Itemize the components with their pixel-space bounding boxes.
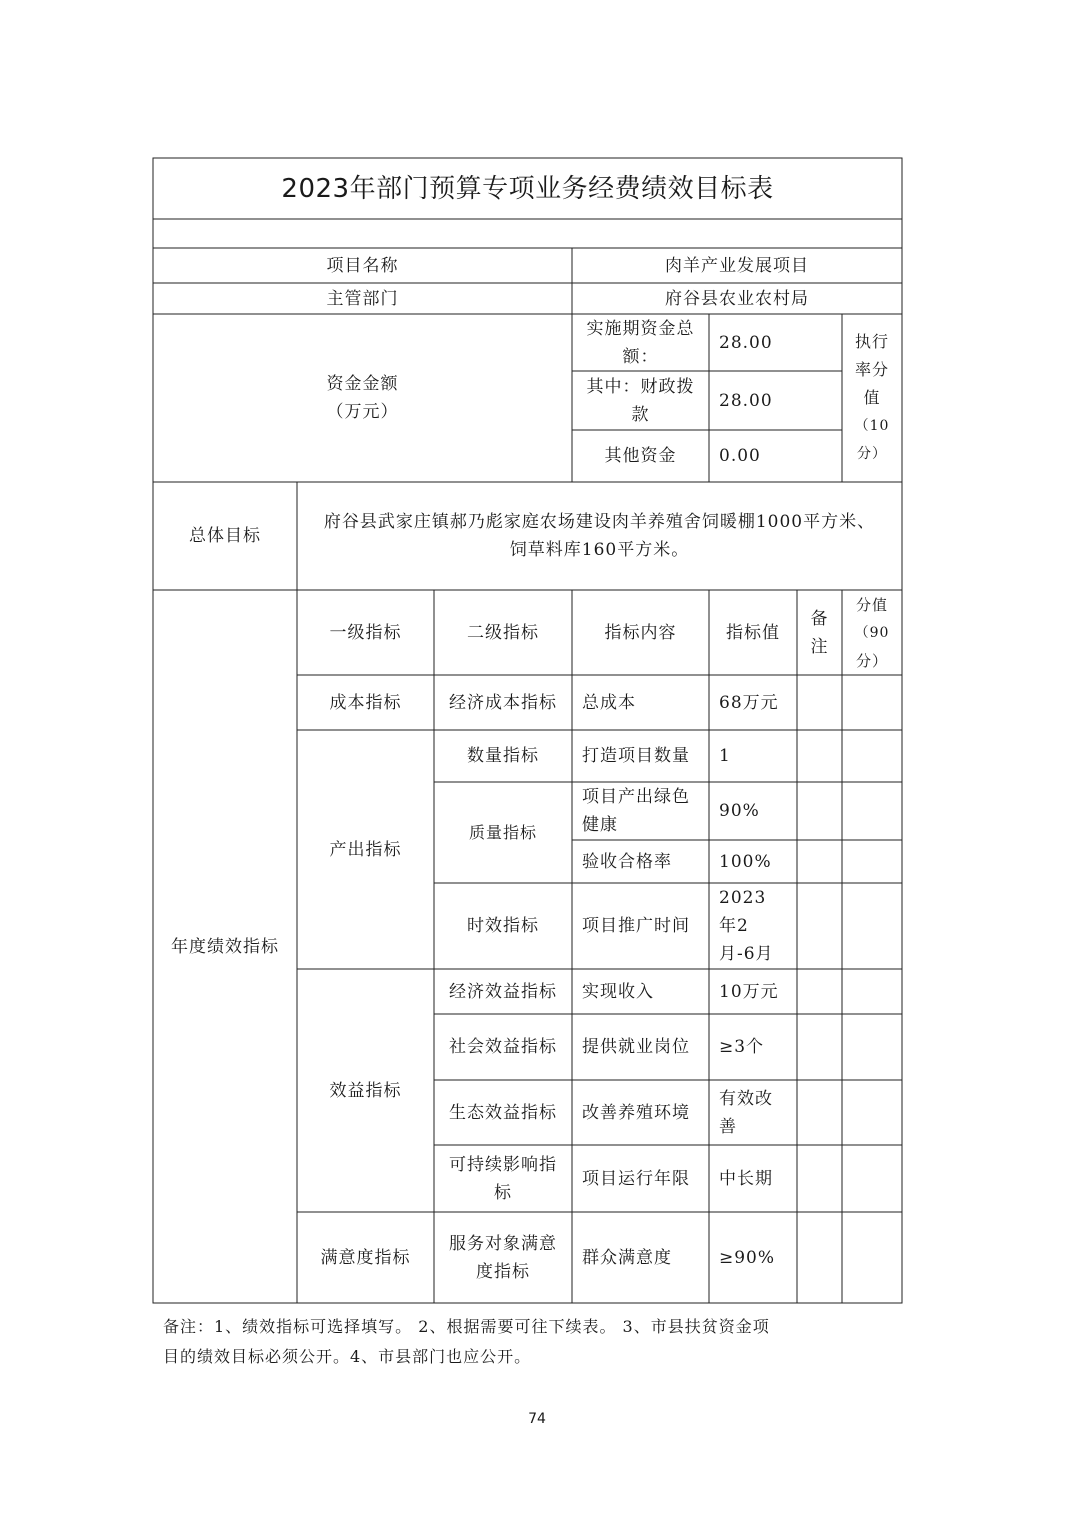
value-service: ≥90% — [719, 1247, 776, 1268]
goal-label: 总体目标 — [189, 526, 261, 546]
value-social: ≥3个 — [719, 1037, 765, 1057]
content-timely: 项目推广时间 — [582, 916, 690, 936]
header-value: 指标值 — [726, 622, 780, 643]
header-score — [842, 590, 902, 675]
funds-score-line4: （10 — [854, 418, 890, 434]
value-econ-benefit: 10万元 — [719, 981, 779, 1002]
table-title: 2023年部门预算专项业务经费绩效目标表 — [281, 173, 774, 204]
header-level1: 一级指标 — [329, 622, 402, 643]
content-quantity: 打造项目数量 — [582, 746, 690, 766]
funds-other-value: 0.00 — [719, 446, 761, 466]
content-quality-1: 项目产出绿色健康 — [582, 787, 690, 835]
content-quality-2: 验收合格率 — [582, 851, 672, 872]
content-service: 群众满意度 — [582, 1247, 672, 1268]
value-eco: 有效改善 — [719, 1088, 773, 1137]
level2-timely: 时效指标 — [467, 916, 539, 936]
level1-satisfaction: 满意度指标 — [320, 1247, 411, 1268]
content-social: 提供就业岗位 — [582, 1037, 690, 1057]
dept-label: 主管部门 — [326, 288, 399, 309]
content-econ-benefit: 实现收入 — [582, 981, 654, 1002]
header-remark: 备注 — [810, 608, 829, 657]
funds-label-line2: （万元） — [326, 402, 399, 422]
level2-quality: 质量指标 — [468, 822, 537, 842]
value-sustain: 中长期 — [719, 1168, 773, 1189]
value-total-cost: 68万元 — [719, 692, 779, 713]
goal-value: 府谷县武家庄镇郝乃彪家庭农场建设肉羊养殖舍饲暖棚1000平方米、饲草料库160平方米。 — [323, 512, 876, 560]
funds-label — [153, 314, 572, 482]
content-sustain: 项目运行年限 — [582, 1168, 690, 1189]
value-quantity: 1 — [719, 746, 731, 766]
header-score-line2: （90 — [854, 624, 890, 641]
header-level2: 二级指标 — [467, 622, 539, 643]
header-score-line3: 分） — [855, 651, 888, 670]
header-score-line1: 分值 — [855, 595, 888, 614]
funds-label-line1: 资金金额 — [326, 374, 399, 394]
level1-output: 产出指标 — [329, 839, 402, 860]
level2-quantity: 数量指标 — [467, 746, 539, 766]
value-quality-1: 90% — [719, 801, 760, 821]
level2-econ-benefit: 经济效益指标 — [449, 981, 557, 1002]
funds-score-line2: 率分 — [854, 360, 889, 379]
funds-other-label: 其他资金 — [604, 446, 677, 466]
footnote — [163, 1312, 923, 1372]
funds-total-label: 实施期资金总额： — [586, 318, 695, 367]
level2-econ-cost: 经济成本指标 — [449, 692, 557, 713]
funds-fiscal-label: 其中：财政拨款 — [586, 376, 695, 425]
value-quality-2: 100% — [719, 851, 772, 872]
content-total-cost: 总成本 — [582, 692, 636, 713]
funds-total-value: 28.00 — [719, 332, 773, 353]
annual-label: 年度绩效指标 — [171, 936, 279, 957]
content-eco: 改善养殖环境 — [582, 1102, 690, 1123]
page-number: 74 — [528, 1411, 546, 1427]
level2-service: 服务对象满意度指标 — [449, 1233, 557, 1282]
level2-eco: 生态效益指标 — [449, 1102, 557, 1123]
footnote-line1: 备注：1、绩效指标可选择填写。 2、根据需要可往下续表。 3、市县扶贫资金项 — [163, 1317, 770, 1336]
level2-sustain: 可持续影响指标 — [449, 1154, 557, 1203]
header-content: 指标内容 — [604, 622, 677, 643]
funds-score-line3: 值 — [863, 388, 881, 407]
funds-score-line1: 执行 — [854, 332, 889, 351]
funds-score-label — [842, 314, 902, 482]
value-timely: 2023年2月-6月 — [719, 888, 774, 964]
level1-benefit: 效益指标 — [329, 1080, 402, 1101]
project-name-label: 项目名称 — [326, 255, 399, 276]
funds-score-line5: 分） — [857, 446, 887, 462]
level1-cost: 成本指标 — [329, 692, 402, 713]
funds-fiscal-value: 28.00 — [719, 390, 773, 411]
footnote-line2: 目的绩效目标必须公开。4、市县部门也应公开。 — [163, 1347, 532, 1366]
project-name-value: 肉羊产业发展项目 — [665, 255, 809, 276]
level2-social: 社会效益指标 — [449, 1037, 557, 1057]
dept-value: 府谷县农业农村局 — [665, 288, 809, 309]
